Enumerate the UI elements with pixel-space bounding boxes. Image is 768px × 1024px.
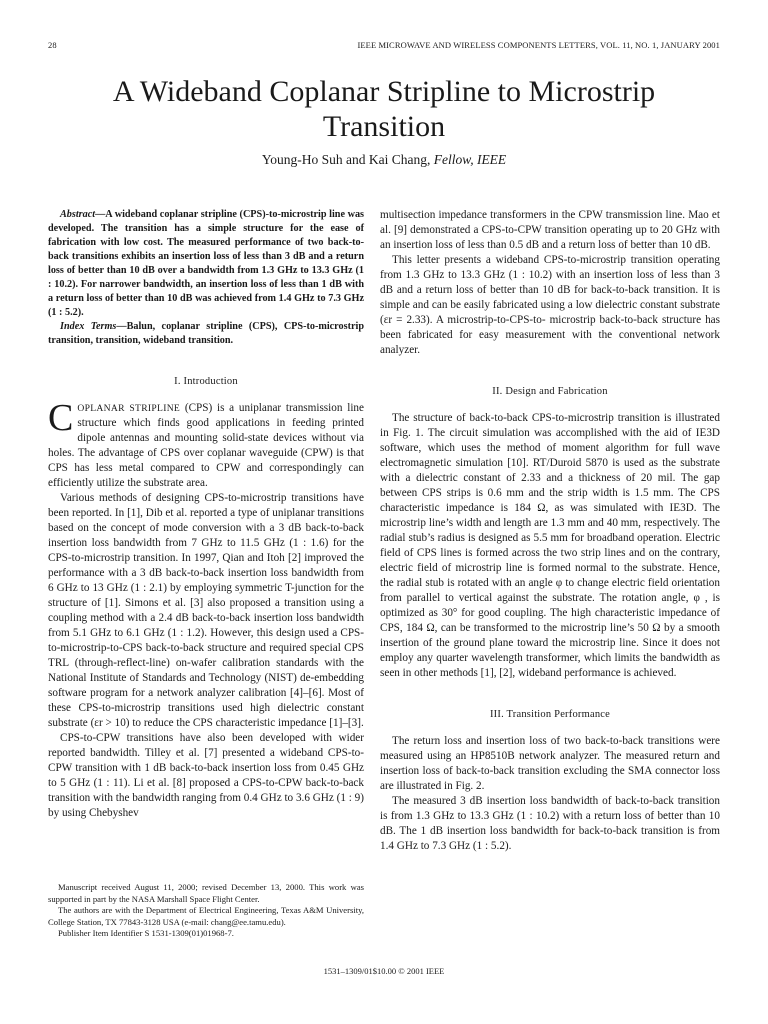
intro-paragraph-2: Various methods of designing CPS-to-microstrip transitions have been reported. In [1], Dib et al. reported a type of uniplanar transitions based on the concept of mode conversion with a 3 dB back-to-back insertion loss bandwidth from 7 GHz to 11.5 GHz (1 : 1.6) for the CPS-to-microstrip transition. In 1997, Qian and Itoh [2] improved the performance with a 3 dB back-to-back insertion loss bandwidth from 6 GHz to 13 GHz (1 : 2.1) by employing symmetric T-junction for the structure of [1]. Simons et al. [3] also proposed a transition using a coupling method with a 2.4 dB back-to-back insertion loss bandwidth from 5.1 GHz to 6.1 GHz (1 : 1.2). However, this design used a CPS-to-microstrip-to-CPS back-to-back structure and required special CPS TRL (through-reflect-line) on-wafer calibration standards with the National Institute of Standards and Technology (NIST) de-embedding software program for a network analyzer calibration [4]–[6]. Most of these CPS-to-microstrip transitions used high dielectric constant substrate (εr > 10) to reduce the CPS characteristic impedance [1]–[3]. (48, 492, 364, 729)
paper-title (60, 74, 708, 144)
drop-cap-rest: OPLANAR STRIPLINE (77, 403, 181, 414)
section-heading-design: II. Design and Fabrication (492, 386, 608, 397)
abstract-text: —A wideband coplanar stripline (CPS)-to-microstrip line was developed. The transition has a simple structure for the ease of fabrication with low cost. The measured performance of two back-to-back transitions exhibits an insertion loss of less than 3 dB and a return loss of better than 10 dB over a bandwidth from 1.3 GHz to 13.3 GHz (1 : 10.2). For narrower bandwidth, an insertion loss of less than 1 dB with a return loss of better than 10 dB was achieved from 1.4 GHz to 7.3 GHz (1 : 5.2). (48, 209, 364, 318)
footnote-manuscript: Manuscript received August 11, 2000; revised December 13, 2000. This work was supported in part by the NASA Marshall Space Flight Center. (48, 882, 364, 904)
section-heading-introduction: I. Introduction (174, 376, 238, 387)
index-terms-text: —Balun, coplanar stripline (CPS), CPS-to-microstrip transition, transition, wideband transition. (48, 321, 364, 346)
performance-paragraph-2: The measured 3 dB insertion loss bandwidth of back-to-back transition is from 1.3 GHz to 13.3 GHz (1 : 10.2) with a return loss of better than 10 dB. The 1 dB insertion loss bandwidth for back-to-back transition is from 1.4 GHz to 7.3 GHz (1 : 5.2). (380, 795, 720, 852)
intro-paragraph-3: CPS-to-CPW transitions have also been developed with wider reported bandwidth. Tilley et al. [7] presented a wideband CPS-to-CPW transition with 1 dB back-to-back insertion loss from 0.45 GHz to 5 GHz (1 : 11). Li et al. [8] proposed a CPS-to-CPW back-to-back transition with the bandwidth ranging from 0.4 GHz to 3.6 GHz (1 : 9) by using Chebyshev (48, 732, 364, 819)
drop-cap: C (48, 397, 74, 439)
footnote-affiliation: The authors are with the Department of Electrical Engineering, Texas A&M University, College Station, TX 77843-3128 USA (e-mail: chang@ee.tamu.edu). (48, 905, 364, 927)
performance-paragraph-1: The return loss and insertion loss of two back-to-back transitions were measured using an HP8510B network analyzer. The measured return and insertion loss of back-to-back transition excluding the SMA connector loss are illustrated in Fig. 2. (380, 735, 720, 792)
footnote-publisher-id: Publisher Item Identifier S 1531-1309(01)01968-7. (58, 928, 234, 938)
right-column (380, 208, 720, 854)
title-line-2: Transition (322, 110, 446, 143)
index-terms (48, 320, 364, 348)
intro-paragraph-1-text: (CPS) is a uniplanar transmission line structure which finds good applications in feeding printed dipole antennas and mounting solid-state devices without via holes. The advantage of CPS over coplanar waveguide (CPW) is that CPS has less metal compared to CPW and correspondingly can efficiently utilize the substrate area. (48, 402, 364, 489)
authors: Young-Ho Suh and Kai Chang, (261, 152, 431, 167)
right-paragraph-2: This letter presents a wideband CPS-to-microstrip transition operating from 1.3 GHz to 13.3 GHz (1 : 10.2) with an insertion loss of less than 3 dB and a return loss of better than 10 dB for back-to-back transition. It is simple and can be easily fabricated using a low dielectric constant substrate (εr = 2.33). A microstrip-to-CPS-to- microstrip back-to-back structure has been fabricated for easy measurement with the conventional network analyzer. (380, 254, 720, 356)
author-grade: Fellow, IEEE (433, 152, 507, 167)
section-heading-performance: III. Transition Performance (489, 709, 610, 720)
abstract (48, 208, 364, 320)
title-line-1: A Wideband Coplanar Stripline to Microstrip (112, 75, 656, 108)
journal-header: IEEE MICROWAVE AND WIRELESS COMPONENTS LETTERS, VOL. 11, NO. 1, JANUARY 2001 (357, 40, 720, 50)
index-terms-label: Index Terms (60, 321, 117, 332)
footnotes (48, 882, 364, 940)
intro-paragraph-1 (48, 397, 364, 491)
abstract-label: Abstract (60, 209, 96, 220)
right-paragraph-1: multisection impedance transformers in the CPW transmission line. Mao et al. [9] demonstrated a CPS-to-CPW transition operating up to 20 GHz with an insertion loss of less than 0.5 dB and a return loss of better than 10 dB. (380, 209, 720, 251)
page-number: 28 (48, 40, 57, 50)
copyright-footer: 1531–1309/01$10.00 © 2001 IEEE (323, 966, 445, 976)
author-line (60, 152, 708, 168)
running-header (48, 40, 720, 54)
design-paragraph: The structure of back-to-back CPS-to-microstrip transition is illustrated in Fig. 1. The circuit simulation was accomplished with the aid of IE3D software, which uses the method of moment algorithm for full wave electromagnetic simulation [10]. RT/Duroid 5870 is used as the substrate with a dielectric constant of 2.33 and a thickness of 20 mil. The gap between CPS strips is 0.6 mm and the strip width is 1.5 mm. The CPS characteristic impedance is 184 Ω, as was simulated with IE3D. The microstrip line’s width and length are 1.3 mm and 40 mm, respectively. The radial stub’s radius is designed as 5.5 mm for broadband operation. Electric field of CPS lines is formed across the two strip lines and on the contrary, electric field of microstrip line is formed normal to the substrate. Hence, the radial stub is rotated with an angle φ to change electric field orientation from parallel to vertical against the substrate. The rotation angle, φ , is optimized as 30° for good coupling. The high characteristic impedance of CPS, 184 Ω, can be transformed to the microstrip line’s 50 Ω by a smooth insertion of the ground plane toward the microstrip line. Since it does not employ any quarter wavelength transformer, which limits the bandwidth as seen in other methods [1], [2], wideband performance is achieved. (380, 412, 720, 679)
left-column (48, 208, 364, 821)
